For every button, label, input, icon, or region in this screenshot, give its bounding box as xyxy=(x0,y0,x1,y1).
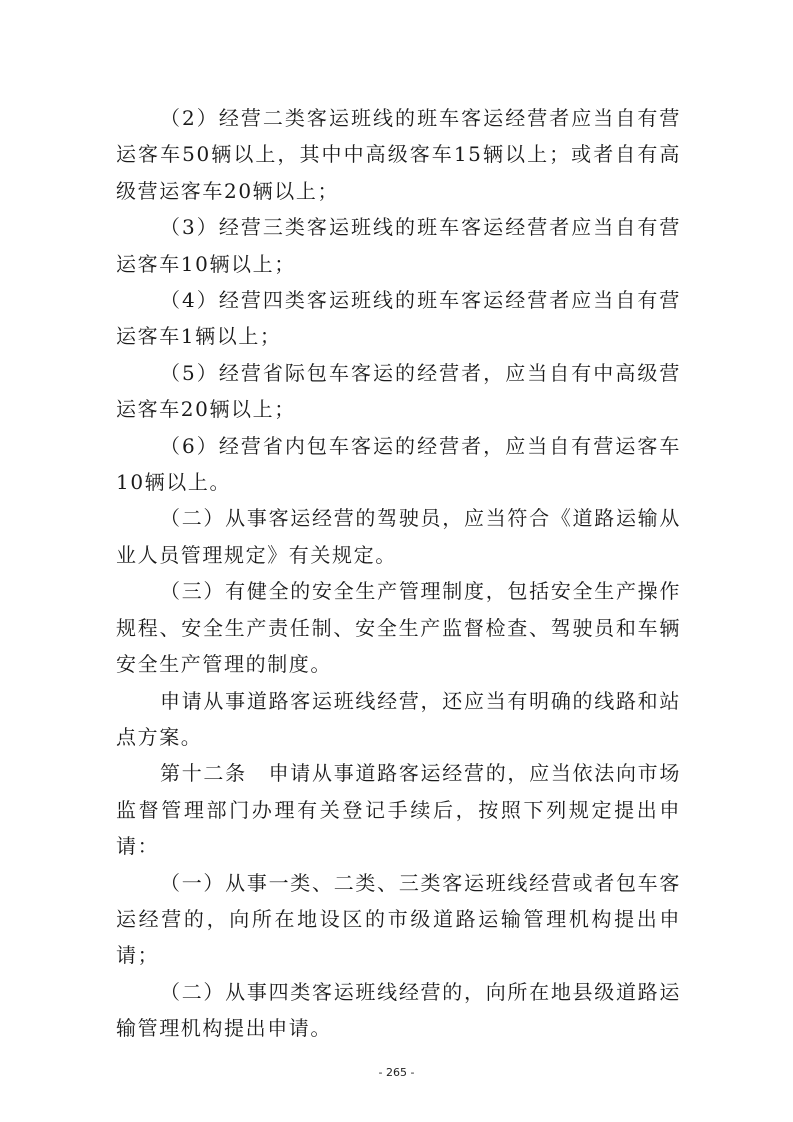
paragraph: （2）经营二类客运班线的班车客运经营者应当自有营运客车50辆以上，其中中高级客车15辆以上；或者自有高级营运客车20辆以上； xyxy=(116,106,681,203)
paragraph: （3）经营三类客运班线的班车客运经营者应当自有营运客车10辆以上； xyxy=(116,215,681,276)
paragraph: （4）经营四类客运班线的班车客运经营者应当自有营运客车1辆以上； xyxy=(116,288,681,349)
paragraph: （6）经营省内包车客运的经营者，应当自有营运客车10辆以上。 xyxy=(116,433,681,495)
page-number: - 265 - xyxy=(378,1066,415,1079)
paragraph: （二）从事四类客运班线经营的，向所在地县级道路运输管理机构提出申请。 xyxy=(116,979,681,1041)
article-paragraph: 第十二条 申请从事道路客运经营的，应当依法向市场监督管理部门办理有关登记手续后，按照下列规定提出申请： xyxy=(116,761,681,859)
paragraph: （一）从事一类、二类、三类客运班线经营或者包车客运经营的，向所在地设区的市级道路运输管理机构提出申请； xyxy=(116,870,681,968)
paragraph: （5）经营省际包车客运的经营者，应当自有中高级营运客车20辆以上； xyxy=(116,360,681,422)
paragraph: （三）有健全的安全生产管理制度，包括安全生产操作规程、安全生产责任制、安全生产监督检查、驾驶员和车辆安全生产管理的制度。 xyxy=(116,579,681,677)
document-body xyxy=(116,100,681,1047)
paragraph: 申请从事道路客运班线经营，还应当有明确的线路和站点方案。 xyxy=(116,688,681,749)
paragraph: （二）从事客运经营的驾驶员，应当符合《道路运输从业人员管理规定》有关规定。 xyxy=(116,506,681,567)
